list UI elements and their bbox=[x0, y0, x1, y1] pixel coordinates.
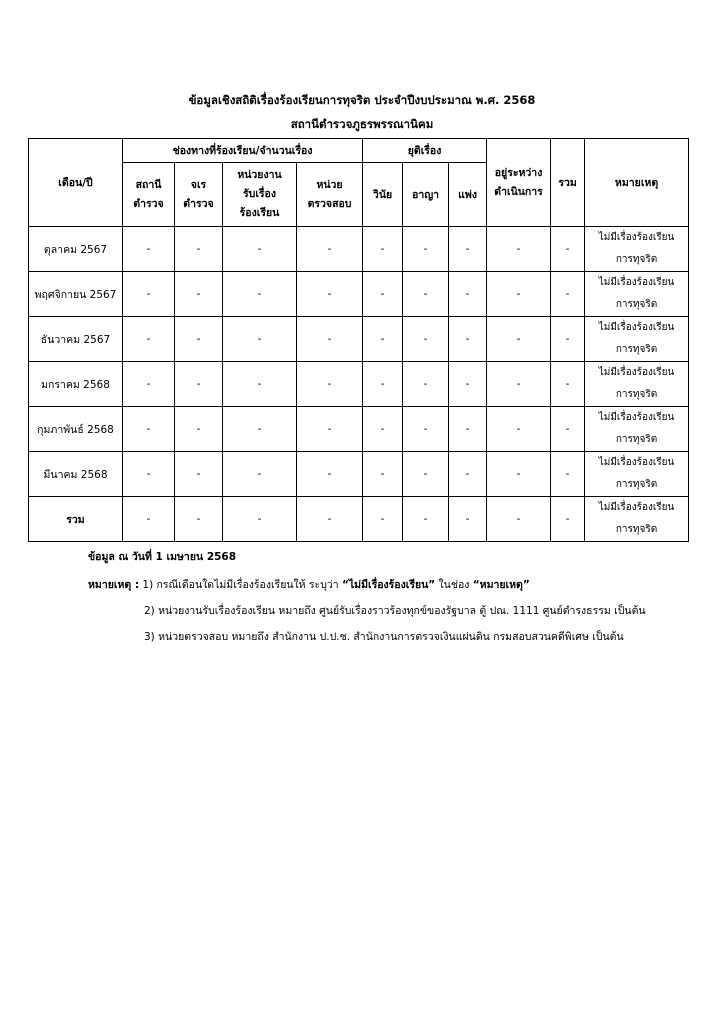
cell-value: - bbox=[175, 317, 223, 362]
cell-value: - bbox=[487, 317, 551, 362]
cell-value: - bbox=[551, 407, 585, 452]
table-row bbox=[29, 272, 689, 317]
header-channels-group: ช่องทางที่ร้องเรียน/จำนวนเรื่อง bbox=[123, 139, 363, 163]
table-row bbox=[29, 362, 689, 407]
cell-value: - bbox=[403, 407, 449, 452]
cell-value: - bbox=[449, 227, 487, 272]
cell-value: - bbox=[551, 317, 585, 362]
cell-value: - bbox=[363, 317, 403, 362]
cell-value: - bbox=[223, 497, 297, 542]
cell-value: - bbox=[487, 497, 551, 542]
cell-value: - bbox=[123, 317, 175, 362]
row-month: พฤศจิกายน 2567 bbox=[29, 272, 123, 317]
cell-value: - bbox=[551, 452, 585, 497]
cell-value: - bbox=[175, 362, 223, 407]
cell-value: - bbox=[223, 227, 297, 272]
table-row bbox=[29, 452, 689, 497]
cell-value: - bbox=[449, 362, 487, 407]
row-month: ธันวาคม 2567 bbox=[29, 317, 123, 362]
cell-value: - bbox=[297, 227, 363, 272]
cell-value: - bbox=[223, 317, 297, 362]
row-remark: ไม่มีเรื่องร้องเรียน การทุจริต bbox=[585, 317, 689, 362]
row-month: มีนาคม 2568 bbox=[29, 452, 123, 497]
report-title: ข้อมูลเชิงสถิติเรื่องร้องเรียนการทุจริต ประจำปีงบประมาณ พ.ศ. 2568 bbox=[188, 93, 536, 107]
cell-value: - bbox=[175, 407, 223, 452]
cell-value: - bbox=[363, 452, 403, 497]
cell-value: - bbox=[175, 272, 223, 317]
row-month: กุมภาพันธ์ 2568 bbox=[29, 407, 123, 452]
cell-value: - bbox=[223, 272, 297, 317]
cell-value: - bbox=[363, 272, 403, 317]
header-criminal: อาญา bbox=[403, 163, 449, 227]
row-remark: ไม่มีเรื่องร้องเรียน การทุจริต bbox=[585, 362, 689, 407]
row-remark: ไม่มีเรื่องร้องเรียน การทุจริต bbox=[585, 272, 689, 317]
row-remark: ไม่มีเรื่องร้องเรียน การทุจริต bbox=[585, 227, 689, 272]
total-label: รวม bbox=[29, 497, 123, 542]
table-row bbox=[29, 227, 689, 272]
cell-value: - bbox=[175, 452, 223, 497]
row-month: ตุลาคม 2567 bbox=[29, 227, 123, 272]
header-audit-unit: หน่วย ตรวจสอบ bbox=[297, 163, 363, 227]
cell-value: - bbox=[551, 272, 585, 317]
cell-value: - bbox=[487, 227, 551, 272]
total-row bbox=[29, 497, 689, 542]
cell-value: - bbox=[123, 407, 175, 452]
cell-value: - bbox=[223, 407, 297, 452]
cell-value: - bbox=[297, 272, 363, 317]
cell-value: - bbox=[449, 407, 487, 452]
cell-value: - bbox=[363, 407, 403, 452]
cell-value: - bbox=[297, 407, 363, 452]
cell-value: - bbox=[403, 227, 449, 272]
table-row bbox=[29, 407, 689, 452]
cell-value: - bbox=[123, 362, 175, 407]
header-discipline: วินัย bbox=[363, 163, 403, 227]
cell-value: - bbox=[551, 362, 585, 407]
cell-value: - bbox=[297, 317, 363, 362]
cell-value: - bbox=[363, 227, 403, 272]
cell-value: - bbox=[403, 452, 449, 497]
header-complaint-agency: หน่วยงาน รับเรื่อง ร้องเรียน bbox=[223, 163, 297, 227]
cell-value: - bbox=[449, 317, 487, 362]
data-as-of: ข้อมูล ณ วันที่ 1 เมษายน 2568 bbox=[88, 551, 237, 563]
cell-value: - bbox=[449, 452, 487, 497]
cell-value: - bbox=[123, 272, 175, 317]
cell-value: - bbox=[487, 272, 551, 317]
cell-value: - bbox=[403, 497, 449, 542]
cell-value: - bbox=[123, 227, 175, 272]
row-remark: ไม่มีเรื่องร้องเรียน การทุจริต bbox=[585, 452, 689, 497]
header-month: เดือน/ปี bbox=[29, 139, 123, 227]
header-resolved-group: ยุติเรื่อง bbox=[363, 139, 487, 163]
header-police-station: สถานี ตำรวจ bbox=[123, 163, 175, 227]
cell-value: - bbox=[403, 362, 449, 407]
cell-value: - bbox=[487, 362, 551, 407]
cell-value: - bbox=[297, 362, 363, 407]
cell-value: - bbox=[175, 227, 223, 272]
cell-value: - bbox=[363, 362, 403, 407]
header-total: รวม bbox=[551, 139, 585, 227]
cell-value: - bbox=[551, 497, 585, 542]
note-2: 2) หน่วยงานรับเรื่องร้องเรียน หมายถึง ศูนย์รับเรื่องราวร้องทุกข์ของรัฐบาล ตู้ ปณ. 1111 ศูนย์ดำรงธรรม เป็นต้น bbox=[144, 605, 646, 617]
header-police-inspector: จเร ตำรวจ bbox=[175, 163, 223, 227]
cell-value: - bbox=[449, 272, 487, 317]
cell-value: - bbox=[403, 272, 449, 317]
header-remark: หมายเหตุ bbox=[585, 139, 689, 227]
header-civil: แพ่ง bbox=[449, 163, 487, 227]
complaint-statistics-table bbox=[28, 138, 689, 542]
cell-value: - bbox=[297, 497, 363, 542]
cell-value: - bbox=[403, 317, 449, 362]
cell-value: - bbox=[123, 497, 175, 542]
note-1: หมายเหตุ : 1) กรณีเดือนใดไม่มีเรื่องร้องเรียนให้ ระบุว่า “ไม่มีเรื่องร้องเรียน” ในช่อง “หมายเหตุ” bbox=[88, 579, 530, 591]
table-row bbox=[29, 317, 689, 362]
cell-value: - bbox=[551, 227, 585, 272]
cell-value: - bbox=[223, 362, 297, 407]
header-in-progress: อยู่ระหว่าง ดำเนินการ bbox=[487, 139, 551, 227]
cell-value: - bbox=[487, 452, 551, 497]
cell-value: - bbox=[363, 497, 403, 542]
row-month: มกราคม 2568 bbox=[29, 362, 123, 407]
cell-value: - bbox=[297, 452, 363, 497]
note-3: 3) หน่วยตรวจสอบ หมายถึง สำนักงาน ป.ป.ช. สำนักงานการตรวจเงินแผ่นดิน กรมสอบสวนคดีพิเศษ เป็นต้น bbox=[144, 631, 624, 643]
row-remark: ไม่มีเรื่องร้องเรียน การทุจริต bbox=[585, 497, 689, 542]
cell-value: - bbox=[449, 497, 487, 542]
cell-value: - bbox=[487, 407, 551, 452]
cell-value: - bbox=[123, 452, 175, 497]
report-subtitle: สถานีตำรวจภูธรพรรณานิคม bbox=[290, 117, 434, 131]
cell-value: - bbox=[223, 452, 297, 497]
row-remark: ไม่มีเรื่องร้องเรียน การทุจริต bbox=[585, 407, 689, 452]
note-label: หมายเหตุ : bbox=[88, 579, 140, 591]
cell-value: - bbox=[175, 497, 223, 542]
